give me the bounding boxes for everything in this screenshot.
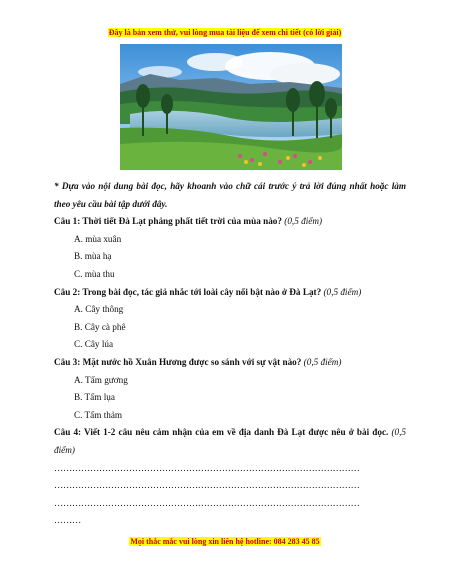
question-3-option-a[interactable]: A. Tấm gương xyxy=(74,374,128,385)
question-1-option-c[interactable]: C. mùa thu xyxy=(74,268,115,279)
question-3-option-c[interactable]: C. Tấm thảm xyxy=(74,409,123,420)
question-1-option-b[interactable]: B. mùa hạ xyxy=(74,251,112,262)
question-2-option-a[interactable]: A. Cây thông xyxy=(74,304,124,315)
hotline-notice: Mọi thắc mắc vui lòng xin liên hệ hotline: 084 283 45 85 xyxy=(130,537,320,546)
reading-questions xyxy=(54,178,406,530)
question-1-text: Câu 1: Thời tiết Đà Lạt phảng phất tiết trời của mùa nào? xyxy=(54,216,282,227)
question-3-points: (0,5 điểm) xyxy=(303,356,342,367)
question-2-points: (0,5 điểm) xyxy=(323,286,362,297)
question-2-option-c[interactable]: C. Cây lúa xyxy=(74,339,114,350)
answer-line-3[interactable]: ………………………………………………………………………………………… xyxy=(54,497,360,508)
question-2-text: Câu 2: Trong bài đọc, tác giả nhắc tới loài cây nổi bật nào ở Đà Lạt? xyxy=(54,286,322,297)
instruction-text: * Dựa vào nội dung bài đọc, hãy khoanh vào chữ cái trước ý trả lời đúng nhất hoặc làm theo yêu cầu bài tập dưới đây. xyxy=(54,181,406,209)
question-2-option-b[interactable]: B. Cây cà phê xyxy=(74,321,126,332)
question-2 xyxy=(54,284,406,302)
answer-line-2[interactable]: ………………………………………………………………………………………… xyxy=(54,480,360,491)
preview-notice: Đây là bản xem thử, vui lòng mua tài liệu để xem chi tiết (có lời giải) xyxy=(108,28,342,37)
question-3-option-b[interactable]: B. Tấm lụa xyxy=(74,392,115,403)
question-4 xyxy=(54,424,406,459)
question-1-points: (0,5 điểm) xyxy=(284,216,323,227)
landscape-illustration xyxy=(120,44,342,170)
question-3-text: Câu 3: Mặt nước hồ Xuân Hương được so sánh với sự vật nào? xyxy=(54,356,302,367)
question-1-option-a[interactable]: A. mùa xuân xyxy=(74,233,122,244)
question-1 xyxy=(54,213,406,231)
da-lat-landscape-photo xyxy=(120,44,342,170)
question-3 xyxy=(54,354,406,372)
question-4-text: Câu 4: Viết 1-2 câu nêu cảm nhận của em về địa danh Đà Lạt được nêu ở bài đọc. xyxy=(54,427,389,438)
answer-line-1[interactable]: ………………………………………………………………………………………… xyxy=(54,462,360,473)
answer-line-4[interactable]: ……… xyxy=(54,515,81,526)
question-4-points: (0,5 điểm) xyxy=(54,427,406,455)
